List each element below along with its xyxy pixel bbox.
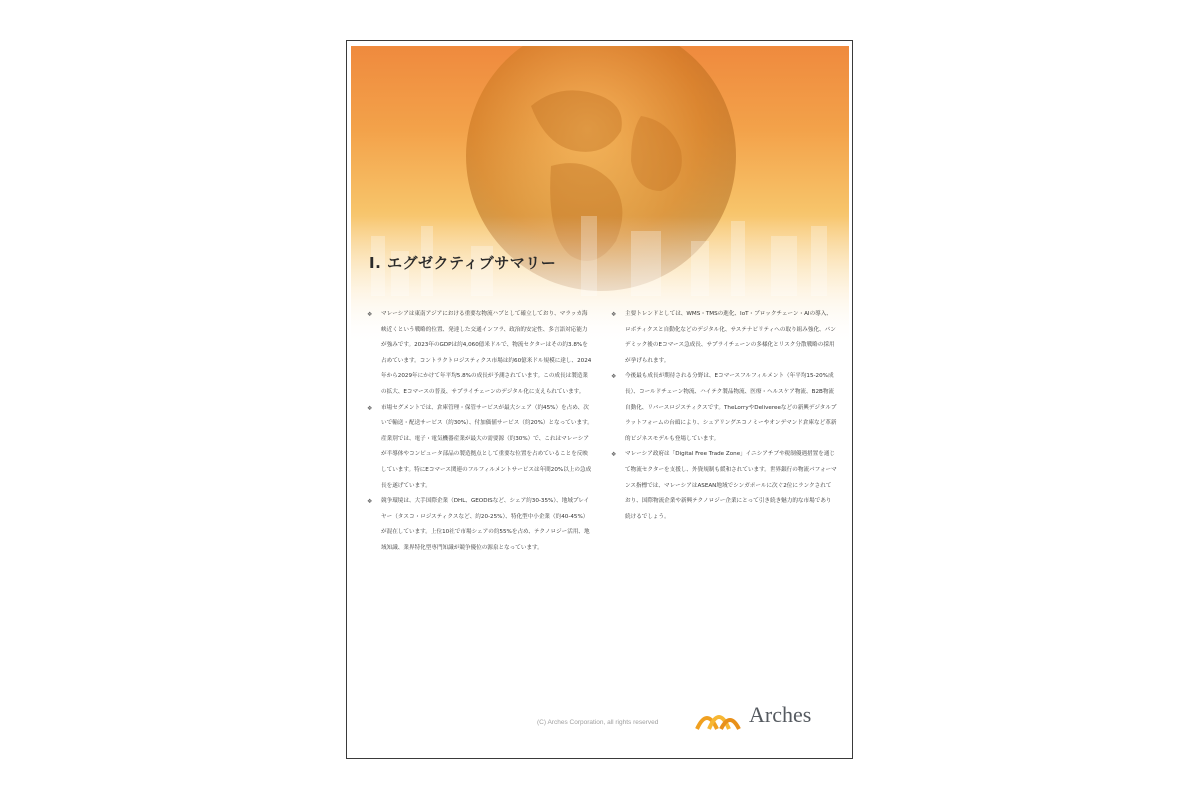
right-column	[611, 307, 837, 637]
document-page	[346, 40, 853, 759]
copyright-notice: (C) Arches Corporation, all rights reserved	[537, 719, 659, 726]
diamond-bullet-icon: ❖	[611, 373, 617, 381]
diamond-bullet-icon: ❖	[367, 311, 373, 318]
bullet-paragraph: ❖ 主要トレンドとしては、WMS・TMSの進化、IoT・ブロックチェーン・AIの導入、ロボティクスと自動化などのデジタル化、サステナビリティへの取り組み強化、パンデミック後のEコマース急成長、サプライチェーンの多様化とリスク分散戦略の採用が挙げられます。	[611, 307, 837, 369]
bullet-paragraph: ❖ マレーシアは東南アジアにおける重要な物流ハブとして確立しており、マラッカ海峡近くという戦略的位置、発達した交通インフラ、政治的安定性、多言語対応能力が強みです。2023年のGDPは約4,060億米ドルで、物流セクターはその約3.8%を占めています。コントラクトロジスティクス市場は約60億米ドル規模に達し、2024年から2029年にかけて年平均5.8%の成長が予測されています。この成長は製造業の拡大、Eコマースの普及、サプライチェーンのデジタル化に支えられています。	[367, 307, 593, 401]
diamond-bullet-icon: ❖	[367, 404, 373, 412]
logo-wordmark: Arches	[749, 702, 812, 727]
diamond-bullet-icon: ❖	[611, 311, 617, 318]
diamond-bullet-icon: ❖	[367, 498, 373, 506]
page-title: I. エグゼクティブサマリー	[369, 254, 557, 272]
arches-arch-icon	[695, 705, 741, 731]
bullet-paragraph: ❖ マレーシア政府は「Digital Free Trade Zone」イニシアチブや税制優遇措置を通じて物流セクターを支援し、外資規制も緩和されています。世界銀行の物流パフォーマンス指標では、マレーシアはASEAN地域でシンガポールに次ぐ2位にランクされており、国際物流企業や新興テクノロジー企業にとって引き続き魅力的な市場であり続けるでしょう。	[611, 447, 837, 525]
bullet-paragraph: ❖ 今後最も成長が期待される分野は、Eコマースフルフィルメント（年平均15-20%成長）、コールドチェーン物流、ハイテク製品物流、医療・ヘルスケア物流、B2B物流自動化、リバースロジスティクスです。TheLorryやDelivereeなどの新興デジタルプラットフォームの台頭により、シェアリングエコノミーやオンデマンド倉庫など革新的ビジネスモデルも登場しています。	[611, 369, 837, 447]
diamond-bullet-icon: ❖	[611, 451, 617, 459]
bullet-paragraph: ❖ 市場セグメントでは、倉庫管理・保管サービスが最大シェア（約45%）を占め、次いで輸送・配送サービス（約30%）、付加価値サービス（約20%）となっています。産業別では、電子・電気機器産業が最大の需要源（約30%）で、これはマレーシアが半導体やコンピュータ部品の製造拠点として重要な位置を占めていることを反映しています。特にEコマース関連のフルフィルメントサービスは年間20%以上の急成長を遂げています。	[367, 401, 593, 495]
left-column	[367, 307, 593, 637]
arches-logo	[695, 701, 835, 733]
globe-illustration	[351, 46, 849, 346]
header-banner	[351, 46, 849, 346]
summary-columns	[367, 307, 837, 637]
bullet-paragraph: ❖ 競争環境は、大手国際企業（DHL、GEODISなど、シェア約30-35%）、地域プレイヤー（タスコ・ロジスティクスなど、約20-25%）、特化型中小企業（約40-45%）が混在しています。上位10社で市場シェアの約55%を占め、テクノロジー活用、地域知識、業界特化型専門知識が競争優位の源泉となっています。	[367, 494, 593, 556]
